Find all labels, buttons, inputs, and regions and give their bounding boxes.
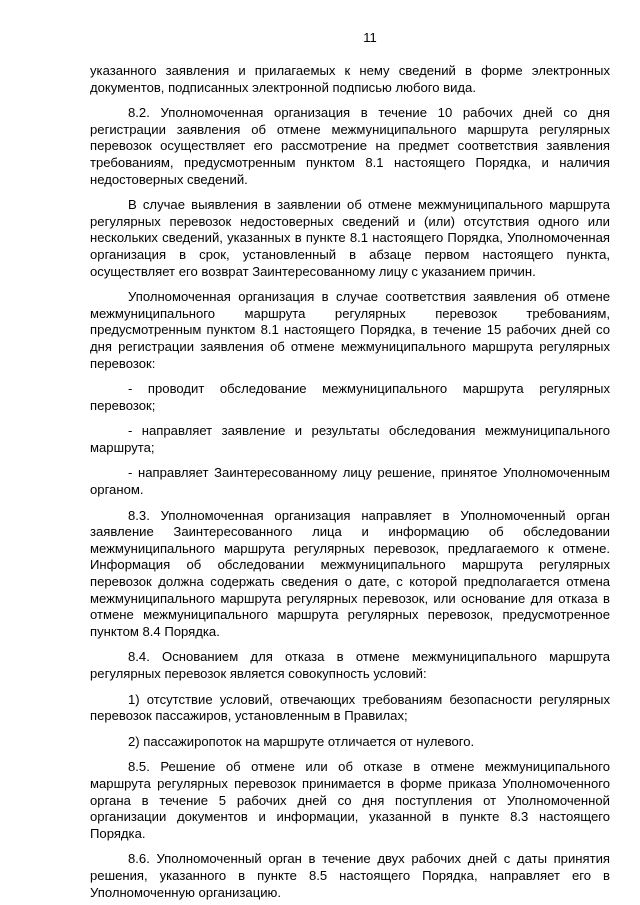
list-item-send-decision: - направляет Заинтересованному лицу решение, принятое Уполномоченным органом. bbox=[90, 465, 610, 498]
condition-1: 1) отсутствие условий, отвечающих требованиям безопасности регулярных перевозок пассажиров, установленным в Правилах; bbox=[90, 691, 610, 724]
paragraph-8-3: 8.3. Уполномоченная организация направляет в Уполномоченный орган заявление Заинтересованного лица и информацию об обследовании межмуниципального маршрута регулярных перевозок, предлагаемого к отмене. Информация об обследовании межмуниципального маршрута регулярных перевозок должна содержать сведения о дате, с которой предполагается отмена межмуниципального маршрута регулярных перевозок, или основание для отказа в отмене межмуниципального маршрута регулярных перевозок, предусмотренное пунктом 8.4 Порядка. bbox=[90, 507, 610, 639]
paragraph-conformity: Уполномоченная организация в случае соответствия заявления об отмене межмуниципального маршрута регулярных перевозок требованиям, предусмотренным пунктом 8.1 настоящего Порядка, в течение 15 рабочих дней со дня регистрации заявления об отмене межмуниципального маршрута регулярных перевозок: bbox=[90, 289, 610, 371]
paragraph-8-4: 8.4. Основанием для отказа в отмене межмуниципального маршрута регулярных перевозок является совокупность условий: bbox=[90, 649, 610, 681]
page-number: 11 bbox=[363, 30, 377, 45]
paragraph-8-5: 8.5. Решение об отмене или об отказе в отмене межмуниципального маршрута регулярных перевозок принимается в форме приказа Уполномоченного органа в течение 5 рабочих дней со дня поступления от Уполномоченной организации документов и информации, указанной в пункте 8.3 настоящего Порядка. bbox=[90, 759, 610, 841]
paragraph-continuation: указанного заявления и прилагаемых к нему сведений в форме электронных документов, подписанных электронной подписью любого вида. bbox=[90, 63, 610, 95]
list-item-send-application: - направляет заявление и результаты обследования межмуниципального маршрута; bbox=[90, 423, 610, 455]
paragraph-invalid-info: В случае выявления в заявлении об отмене межмуниципального маршрута регулярных перевозок недостоверных сведений и (или) отсутствия одного или нескольких сведений, указанных в пункте 8.1 настоящего Порядка, Уполномоченная организация в срок, установленный в абзаце первом настоящего пункта, осуществляет его возврат Заинтересованному лицу с указанием причин. bbox=[90, 197, 610, 279]
condition-2: 2) пассажиропоток на маршруте отличается от нулевого. bbox=[128, 733, 475, 749]
paragraph-8-2: 8.2. Уполномоченная организация в течение 10 рабочих дней со дня регистрации заявления об отмене межмуниципального маршрута регулярных перевозок осуществляет его рассмотрение на предмет соответствия заявления требованиям, предусмотренным пунктом 8.1 настоящего Порядка, и наличия недостоверных сведений. bbox=[90, 105, 610, 187]
paragraph-8-6: 8.6. Уполномоченный орган в течение двух рабочих дней с даты принятия решения, указанного в пункте 8.5 настоящего Порядка, направляет его в Уполномоченную организацию. bbox=[90, 851, 610, 900]
list-item-survey: - проводит обследование межмуниципального маршрута регулярных перевозок; bbox=[90, 381, 610, 413]
